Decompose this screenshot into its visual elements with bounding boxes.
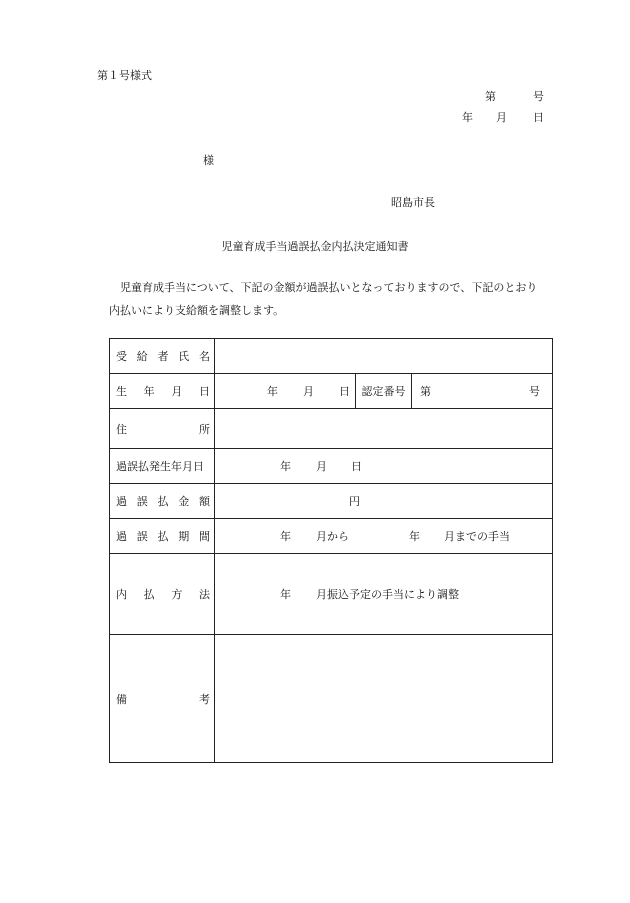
period-end-year: 年 [409, 530, 420, 543]
row-overpay-amount [110, 484, 553, 519]
form-number: 第１号様式 [97, 69, 152, 82]
overpay-month-unit: 月 [316, 460, 327, 473]
overpay-period-field[interactable] [215, 519, 553, 554]
label-char: 受 [116, 350, 127, 363]
body-line-2: 内払いにより支給額を調整します。 [109, 304, 285, 317]
document-number-label: 第 [485, 90, 496, 103]
yen-unit: 円 [349, 495, 360, 508]
label-char: 備 [116, 692, 127, 706]
overpay-day-unit: 日 [351, 460, 362, 473]
label-char: 払 [157, 530, 169, 543]
birth-month-unit: 月 [303, 385, 314, 398]
document-title: 児童育成手当過誤払金内払決定通知書 [221, 240, 409, 253]
label-char: 法 [198, 588, 210, 601]
label-char: 考 [199, 692, 210, 706]
label-char: 誤 [136, 530, 148, 543]
overpay-date-label: 過誤払発生年月日 [110, 449, 215, 484]
label-char: 間 [199, 530, 210, 543]
birth-date-field[interactable] [215, 374, 356, 409]
cert-number-field[interactable] [412, 374, 553, 409]
overpay-amount-field[interactable] [215, 484, 553, 519]
row-overpay-period [110, 519, 553, 554]
address-field[interactable] [215, 409, 553, 449]
payment-method-label [110, 554, 215, 635]
label-char: 過 [116, 495, 127, 508]
label-char: 期 [178, 530, 190, 543]
period-start-month: 月から [316, 530, 349, 543]
row-recipient-name [110, 339, 553, 374]
payment-method-field[interactable] [215, 554, 553, 635]
row-remarks [110, 635, 553, 763]
recipient-name-field[interactable] [215, 339, 553, 374]
overpay-year-unit: 年 [280, 460, 291, 473]
label-char: 給 [136, 350, 148, 363]
body-text [109, 276, 579, 322]
row-birth-date [110, 374, 553, 409]
label-char: 額 [199, 495, 210, 508]
label-char: 所 [199, 422, 210, 436]
label-char: 誤 [136, 495, 148, 508]
cert-suffix: 号 [529, 385, 540, 398]
overpay-date-field[interactable] [215, 449, 553, 484]
remarks-field[interactable] [215, 635, 553, 763]
row-payment-method [110, 554, 553, 635]
payment-year-unit: 年 [280, 588, 291, 601]
address-label [110, 409, 215, 449]
label-char: 払 [143, 588, 155, 601]
remarks-label [110, 635, 215, 763]
label-char: 金 [178, 495, 190, 508]
document-number-suffix: 号 [533, 90, 544, 103]
recipient-name-label [110, 339, 215, 374]
label-char: 氏 [178, 350, 190, 363]
label-char: 者 [157, 350, 169, 363]
issue-date-month: 月 [496, 111, 507, 124]
overpay-period-label [110, 519, 215, 554]
cert-prefix: 第 [420, 385, 431, 398]
label-char: 名 [199, 350, 210, 363]
label-char: 月 [171, 385, 183, 398]
label-char: 生 [116, 385, 127, 398]
label-char: 住 [116, 422, 127, 436]
body-line-1: 児童育成手当について、下記の金額が過誤払いとなっておりますので、下記のとおり [120, 281, 538, 294]
cert-number-label: 認定番号 [356, 374, 412, 409]
row-overpay-date [110, 449, 553, 484]
period-end-month: 月までの手当 [444, 530, 510, 543]
label-char: 方 [171, 588, 183, 601]
birth-date-label [110, 374, 215, 409]
label-char: 払 [157, 495, 169, 508]
issue-date-day: 日 [533, 111, 544, 124]
label-char: 日 [198, 385, 210, 398]
birth-day-unit: 日 [339, 385, 350, 398]
issue-date-year: 年 [462, 111, 473, 124]
addressee-honorific: 様 [203, 154, 214, 167]
period-start-year: 年 [280, 530, 291, 543]
birth-year-unit: 年 [267, 385, 278, 398]
label-char: 内 [116, 588, 127, 601]
issuer-name: 昭島市長 [391, 196, 435, 209]
notice-table [109, 338, 553, 763]
row-address [110, 409, 553, 449]
label-char: 過 [116, 530, 127, 543]
overpay-amount-label [110, 484, 215, 519]
payment-method-text: 月振込予定の手当により調整 [316, 588, 459, 601]
label-char: 年 [143, 385, 155, 398]
